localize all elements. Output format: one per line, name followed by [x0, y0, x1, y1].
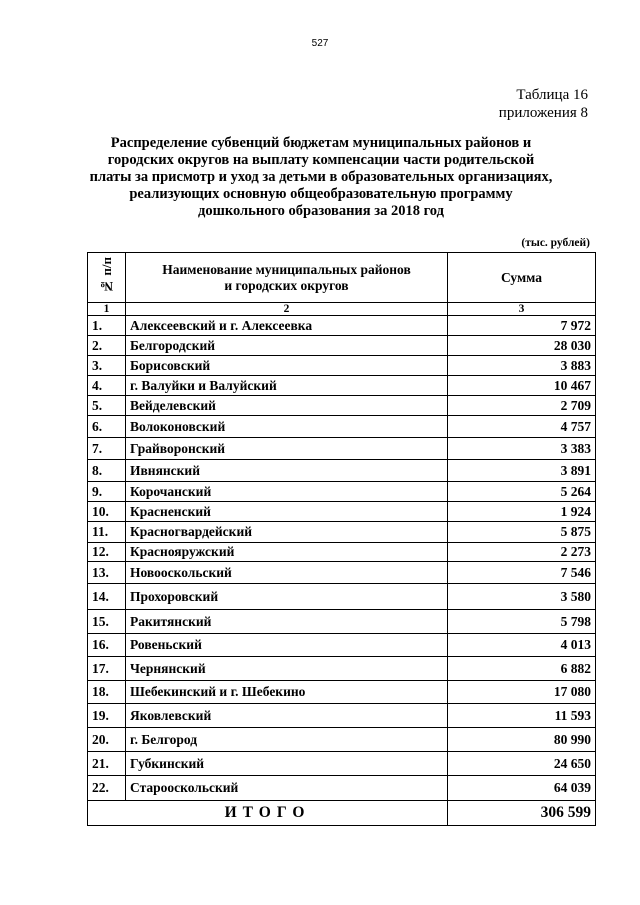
page-number: 527	[311, 38, 329, 49]
table-reference	[499, 86, 588, 122]
amount: 64 039	[448, 776, 596, 801]
row-number: 21.	[88, 752, 126, 776]
table-row	[88, 657, 596, 681]
district-name: Красногвардейский	[126, 522, 448, 543]
amount: 7 972	[448, 316, 596, 336]
document-title	[86, 135, 556, 220]
district-name: Вейделевский	[126, 396, 448, 416]
district-name: Яковлевский	[126, 704, 448, 728]
row-number: 18.	[88, 681, 126, 704]
total-label: ИТОГО	[88, 801, 448, 826]
title-line: дошкольного образования за 2018 год	[198, 203, 444, 219]
header-name	[126, 253, 448, 303]
row-number: 17.	[88, 657, 126, 681]
district-name: Грайворонский	[126, 438, 448, 460]
row-number: 6.	[88, 416, 126, 438]
amount: 2 709	[448, 396, 596, 416]
row-number: 4.	[88, 376, 126, 396]
total-sum: 306 599	[448, 801, 596, 826]
title-line: Распределение субвенций бюджетам муниципальных районов и	[110, 135, 532, 151]
row-number: 20.	[88, 728, 126, 752]
district-name: Краснояружский	[126, 543, 448, 562]
table-row	[88, 681, 596, 704]
amount: 17 080	[448, 681, 596, 704]
amount: 3 883	[448, 356, 596, 376]
amount: 80 990	[448, 728, 596, 752]
table-row	[88, 396, 596, 416]
table-row	[88, 482, 596, 502]
district-name: Красненский	[126, 502, 448, 522]
column-index: 1	[88, 303, 126, 316]
title-line: реализующих основную общеобразовательную программу	[129, 186, 513, 202]
amount: 7 546	[448, 562, 596, 584]
amount: 3 891	[448, 460, 596, 482]
row-number: 3.	[88, 356, 126, 376]
row-number: 10.	[88, 502, 126, 522]
table-row	[88, 562, 596, 584]
district-name: Ровеньский	[126, 634, 448, 657]
amount: 3 580	[448, 584, 596, 610]
header-sum: Сумма	[448, 253, 596, 303]
district-name: г. Валуйки и Валуйский	[126, 376, 448, 396]
row-number: 15.	[88, 610, 126, 634]
header-num-label: № п/п	[98, 257, 114, 294]
header-name-line2: и городских округов	[224, 277, 349, 293]
table-ref-line2: приложения 8	[498, 105, 588, 121]
district-name: Ракитянский	[126, 610, 448, 634]
district-name: Губкинский	[126, 752, 448, 776]
table-row	[88, 634, 596, 657]
table-row	[88, 416, 596, 438]
table-row	[88, 704, 596, 728]
row-number: 19.	[88, 704, 126, 728]
table-row	[88, 316, 596, 336]
table-row	[88, 336, 596, 356]
amount: 1 924	[448, 502, 596, 522]
table-row	[88, 610, 596, 634]
units-label: (тыс. рублей)	[521, 237, 590, 249]
district-name: Новооскольский	[126, 562, 448, 584]
row-number: 8.	[88, 460, 126, 482]
table-row	[88, 522, 596, 543]
amount: 11 593	[448, 704, 596, 728]
district-name: Шебекинский и г. Шебекино	[126, 681, 448, 704]
row-number: 5.	[88, 396, 126, 416]
row-number: 14.	[88, 584, 126, 610]
district-name: Чернянский	[126, 657, 448, 681]
amount: 3 383	[448, 438, 596, 460]
table-row	[88, 356, 596, 376]
row-number: 1.	[88, 316, 126, 336]
amount: 10 467	[448, 376, 596, 396]
subsidy-table	[87, 252, 596, 826]
column-index: 2	[126, 303, 448, 316]
district-name: Ивнянский	[126, 460, 448, 482]
row-number: 12.	[88, 543, 126, 562]
amount: 5 875	[448, 522, 596, 543]
amount: 4 757	[448, 416, 596, 438]
table-row	[88, 752, 596, 776]
district-name: Старооскольский	[126, 776, 448, 801]
district-name: Алексеевский и г. Алексеевка	[126, 316, 448, 336]
column-index: 3	[448, 303, 596, 316]
amount: 2 273	[448, 543, 596, 562]
district-name: г. Белгород	[126, 728, 448, 752]
table-row	[88, 502, 596, 522]
title-line: платы за присмотр и уход за детьми в образовательных организациях,	[89, 169, 553, 185]
row-number: 9.	[88, 482, 126, 502]
row-number: 22.	[88, 776, 126, 801]
column-index-row	[88, 303, 596, 316]
district-name: Борисовский	[126, 356, 448, 376]
district-name: Корочанский	[126, 482, 448, 502]
amount: 4 013	[448, 634, 596, 657]
row-number: 7.	[88, 438, 126, 460]
district-name: Белгородский	[126, 336, 448, 356]
table-row	[88, 460, 596, 482]
row-number: 11.	[88, 522, 126, 543]
table-row	[88, 376, 596, 396]
amount: 5 264	[448, 482, 596, 502]
amount: 28 030	[448, 336, 596, 356]
amount: 24 650	[448, 752, 596, 776]
table-row	[88, 776, 596, 801]
table-row	[88, 728, 596, 752]
title-line: городских округов на выплату компенсации части родительской	[107, 152, 535, 168]
district-name: Волоконовский	[126, 416, 448, 438]
total-row	[88, 801, 596, 826]
header-num	[88, 253, 126, 303]
header-name-line1: Наименование муниципальных районов	[162, 261, 411, 277]
row-number: 13.	[88, 562, 126, 584]
row-number: 2.	[88, 336, 126, 356]
row-number: 16.	[88, 634, 126, 657]
header-row	[88, 253, 596, 303]
table-ref-line1: Таблица 16	[516, 87, 588, 103]
district-name: Прохоровский	[126, 584, 448, 610]
amount: 5 798	[448, 610, 596, 634]
table-row	[88, 438, 596, 460]
table-row	[88, 543, 596, 562]
amount: 6 882	[448, 657, 596, 681]
table-row	[88, 584, 596, 610]
